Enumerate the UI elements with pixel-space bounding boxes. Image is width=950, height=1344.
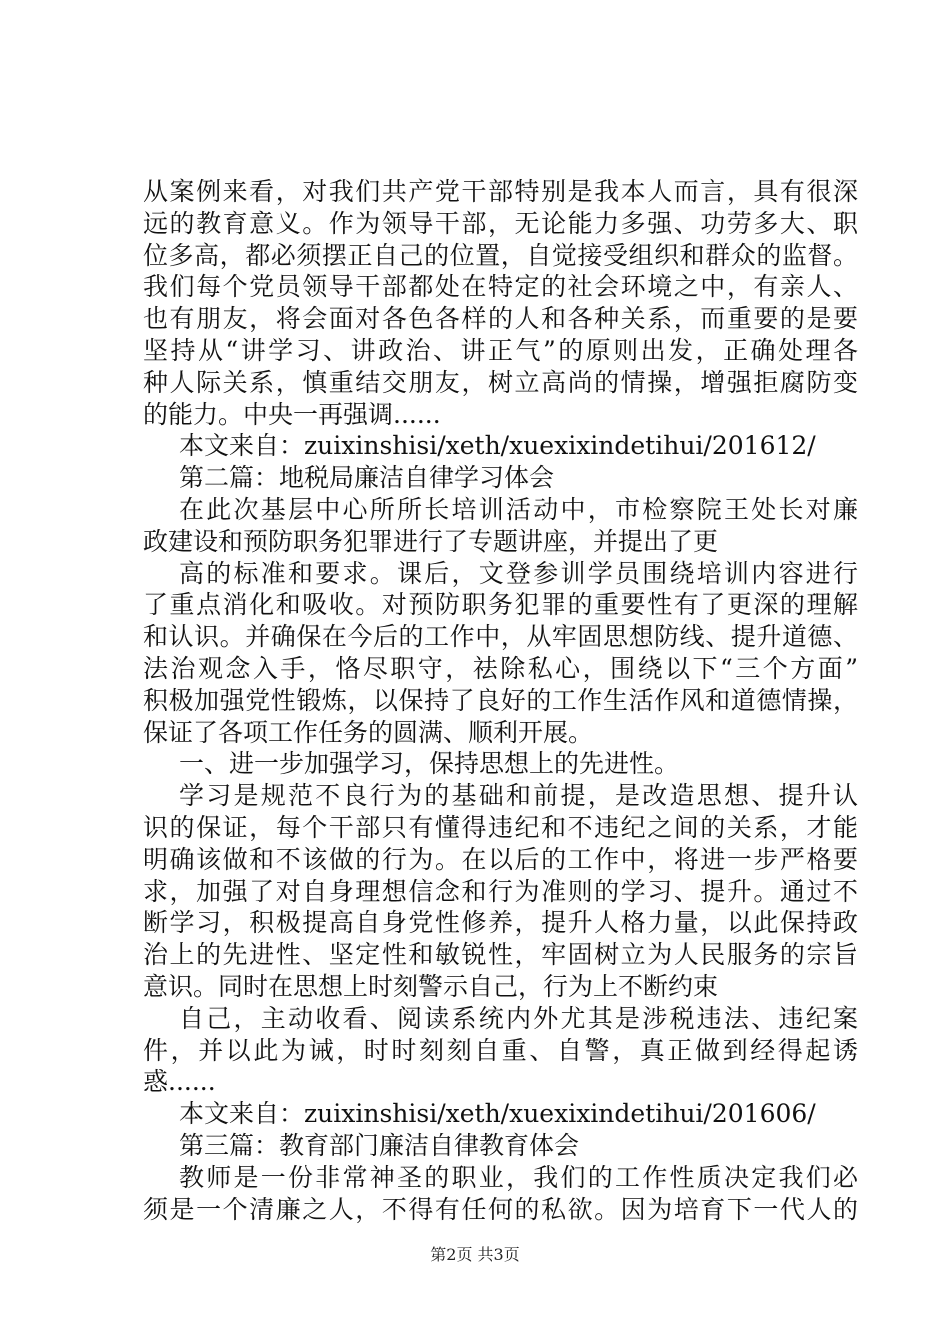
text-line: 我们每个党员领导干部都处在特定的社会环境之中，有亲人、	[143, 272, 858, 302]
text-line: 第三篇：教育部门廉洁自律教育体会	[179, 1130, 580, 1160]
text-line: 种人际关系，慎重结交朋友，树立高尚的情操，增强拒腐防变	[143, 367, 858, 397]
page-footer: 第2页 共3页	[430, 1245, 520, 1264]
text-line: 远的教育意义。作为领导干部，无论能力多强、功劳多大、职	[143, 208, 858, 238]
text-line: 也有朋友，将会面对各色各样的人和各种关系，而重要的是要	[143, 304, 858, 334]
document-body	[143, 176, 858, 1225]
text-line: 高的标准和要求。课后，文登参训学员围绕培训内容进行	[179, 558, 858, 588]
text-line: 断学习，积极提高自身党性修养，提升人格力量，以此保持政	[143, 908, 858, 938]
text-line: 坚持从“讲学习、讲政治、讲正气”的原则出发，正确处理各	[143, 335, 858, 365]
text-line: 第二篇：地税局廉洁自律学习体会	[179, 463, 555, 493]
text-line: 政建设和预防职务犯罪进行了专题讲座，并提出了更	[143, 526, 719, 556]
text-line: 须是一个清廉之人，不得有任何的私欲。因为培育下一代人的	[143, 1194, 858, 1224]
text-line: 法治观念入手，恪尽职守，祛除私心，围绕以下“三个方面”	[143, 653, 858, 683]
text-line: 治上的先进性、坚定性和敏锐性，牢固树立为人民服务的宗旨	[143, 940, 858, 970]
text-line: 明确该做和不该做的行为。在以后的工作中，将进一步严格要	[143, 844, 858, 874]
text-line: 惑......	[143, 1067, 216, 1097]
text-line: 在此次基层中心所所长培训活动中，市检察院王处长对廉	[179, 494, 858, 524]
text-line: 从案例来看，对我们共产党干部特别是我本人而言，具有很深	[143, 177, 858, 206]
text-line: 本文来自：zuixinshisi/xeth/xuexixindetihui/201606/	[179, 1099, 816, 1129]
text-line: 求，加强了对自身理想信念和行为准则的学习、提升。通过不	[143, 876, 858, 906]
text-line: 自己，主动收看、阅读系统内外尤其是涉税违法、违纪案	[179, 1003, 858, 1033]
text-line: 保证了各项工作任务的圆满、顺利开展。	[143, 717, 594, 747]
text-line: 件，并以此为诫，时时刻刻自重、自警，真正做到经得起诱	[143, 1035, 858, 1065]
text-line: 学习是规范不良行为的基础和前提，是改造思想、提升认	[179, 781, 858, 811]
text-line: 积极加强党性锻炼，以保持了良好的工作生活作风和道德情操，	[143, 685, 858, 715]
text-line: 一、进一步加强学习，保持思想上的先进性。	[179, 749, 680, 779]
text-line: 识的保证，每个干部只有懂得违纪和不违纪之间的关系，才能	[143, 812, 858, 842]
text-line: 教师是一份非常神圣的职业，我们的工作性质决定我们必	[179, 1162, 858, 1192]
text-line: 位多高，都必须摆正自己的位置，自觉接受组织和群众的监督。	[143, 240, 858, 270]
text-line: 意识。同时在思想上时刻警示自己，行为上不断约束	[143, 971, 719, 1001]
text-line: 和认识。并确保在今后的工作中，从牢固思想防线、提升道德、	[143, 622, 858, 652]
text-line: 本文来自：zuixinshisi/xeth/xuexixindetihui/201612/	[179, 431, 816, 461]
text-line: 了重点消化和吸收。对预防职务犯罪的重要性有了更深的理解	[143, 590, 858, 620]
text-line: 的能力。中央一再强调......	[143, 399, 441, 429]
